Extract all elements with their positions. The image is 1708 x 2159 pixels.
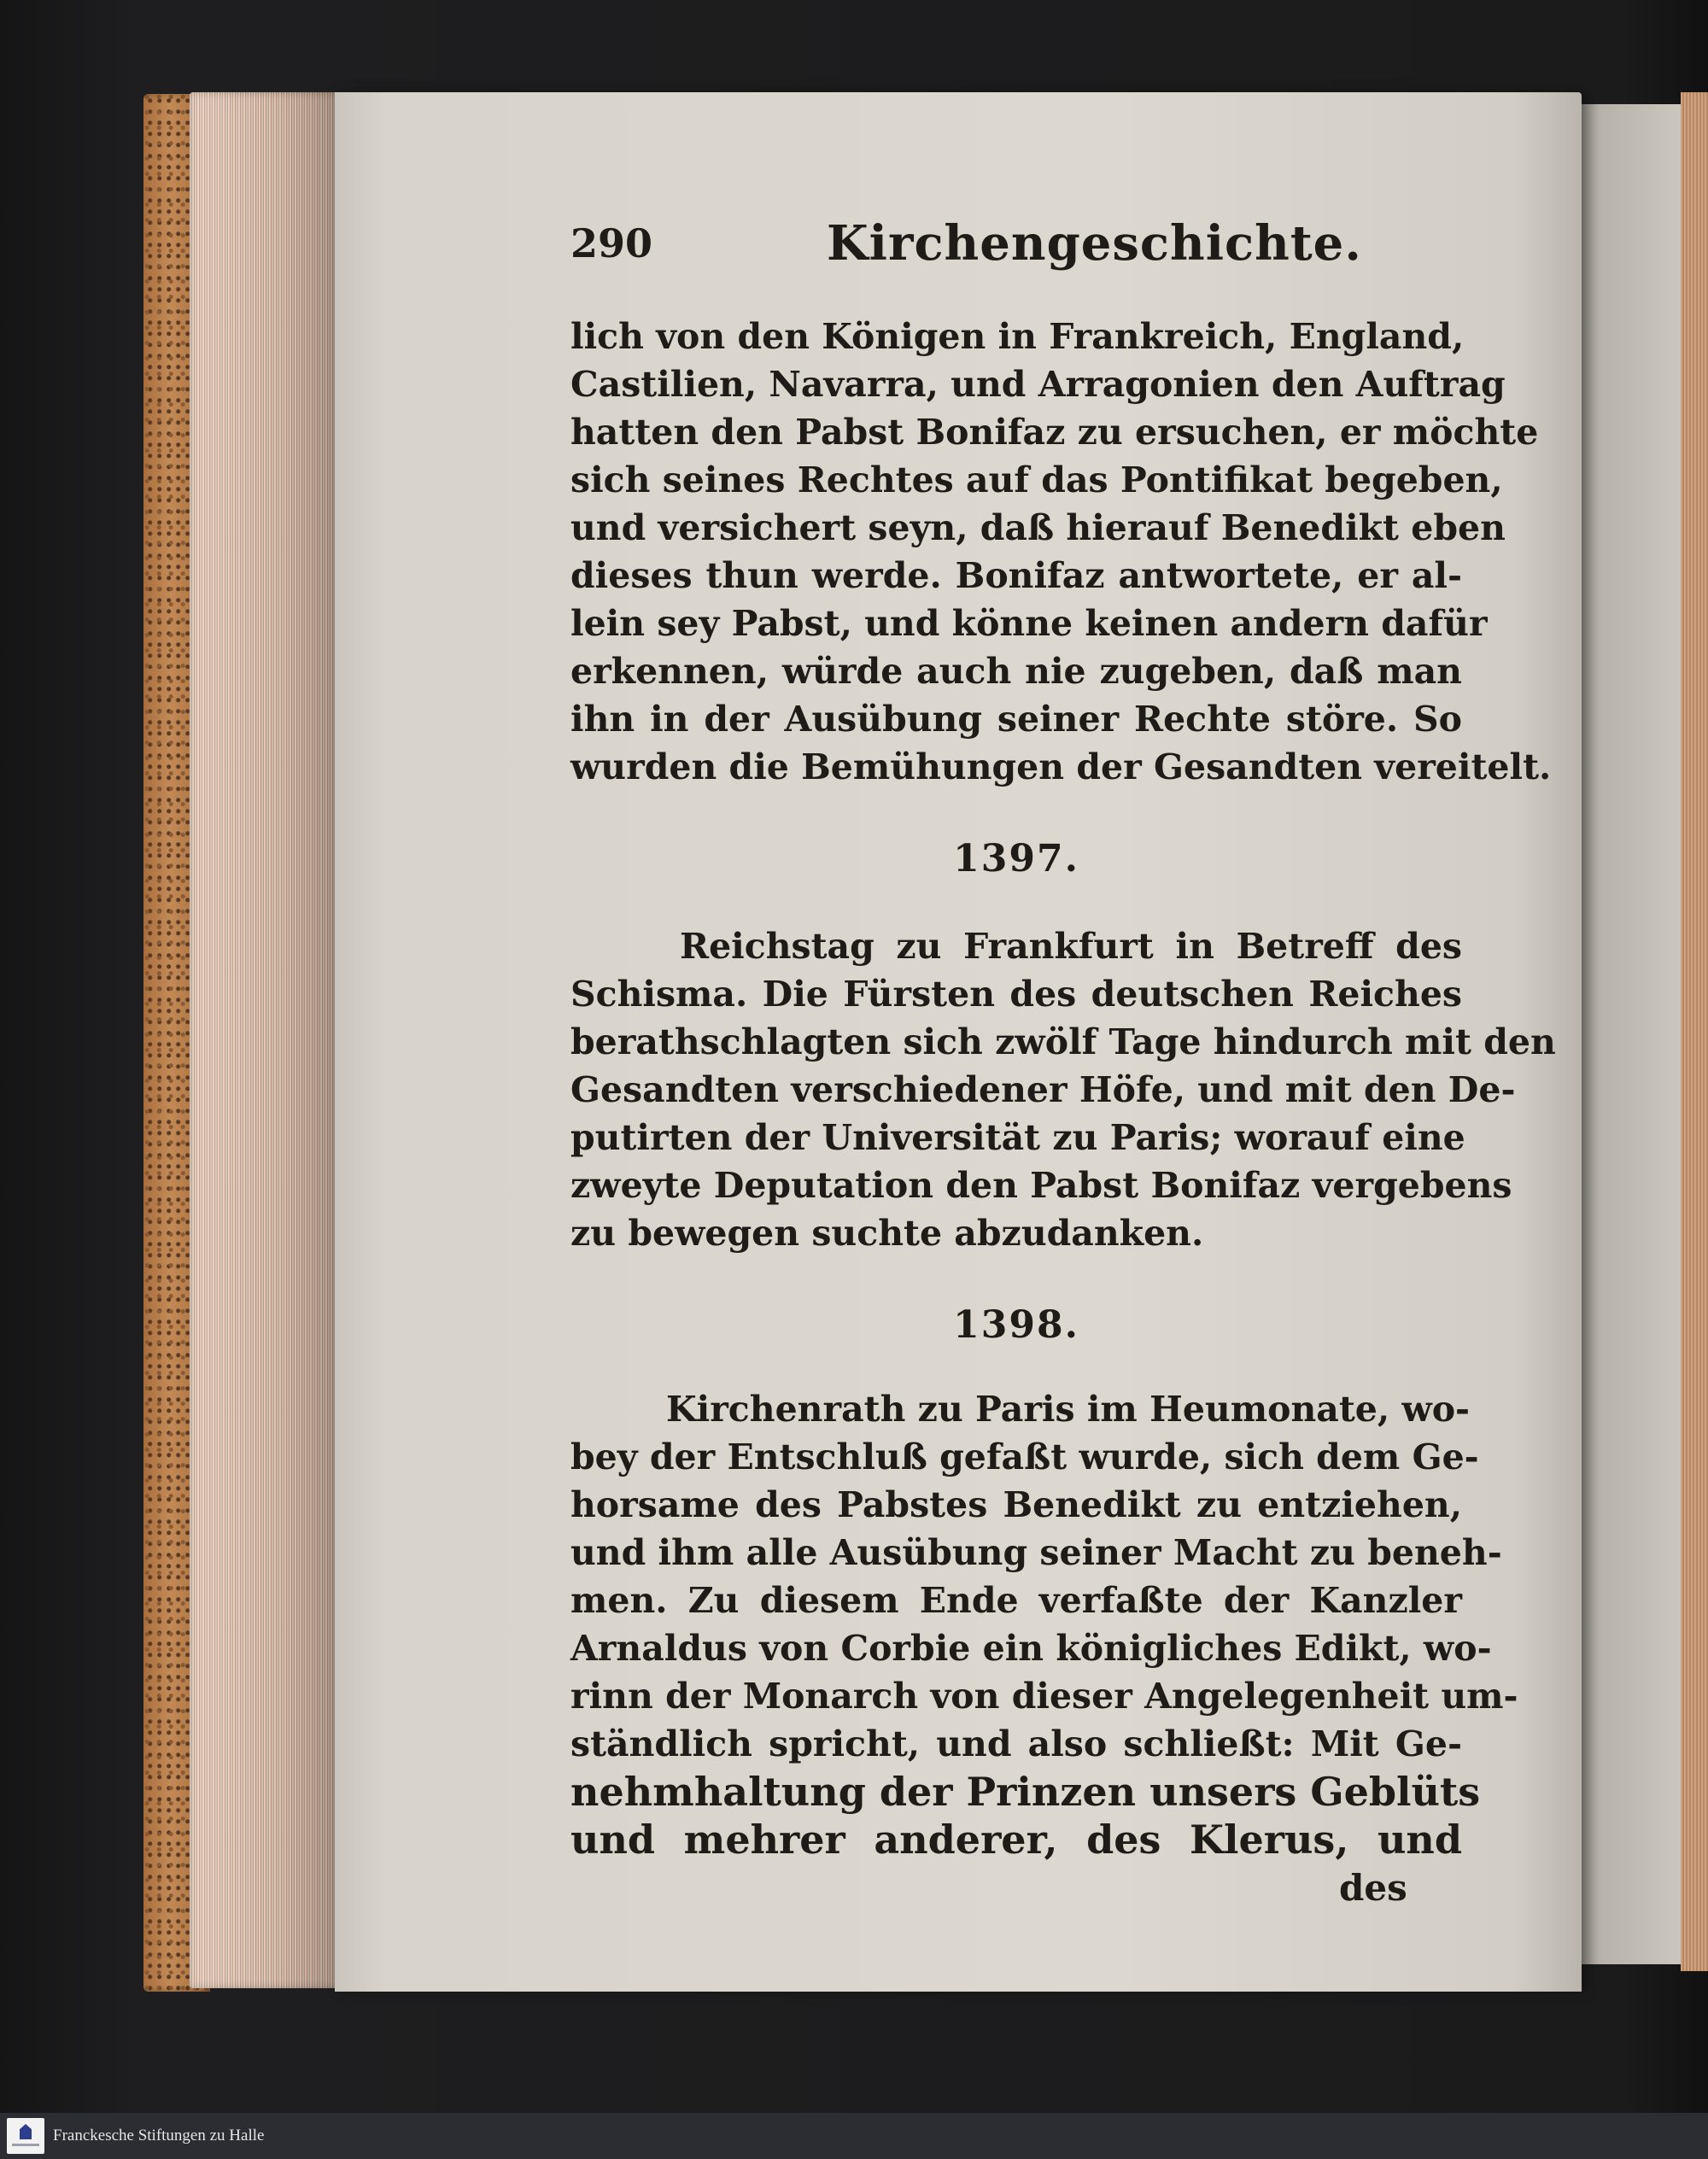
text-line: lein sey Pabst, und könne keinen andern dafür [570,603,1488,644]
text-line: men. Zu diesem Ende verfaßte der Kanzler [570,1580,1462,1621]
text-line: dieses thun werde. Bonifaz antwortete, er al- [570,555,1462,596]
text-line: Schisma. Die Fürsten des deutschen Reiches [570,974,1462,1015]
running-head-title: Kirchengeschichte. [827,215,1362,272]
text-line: Castilien, Navarra, und Arragonien den Auftrag [570,364,1506,405]
text-line: Arnaldus von Corbie ein königliches Edikt, wo- [570,1628,1492,1669]
text-line: und ihm alle Ausübung seiner Macht zu beneh- [570,1532,1502,1573]
footer-institution-name: Franckesche Stiftungen zu Halle [53,2127,265,2144]
paragraph-1 [570,313,1552,791]
text-line: und mehrer anderer, des Klerus, und [570,1817,1462,1863]
text-line: Reichstag zu Frankfurt in Betreff des [680,926,1462,967]
text-line: und versichert seyn, daß hierauf Benedikt eben [570,507,1506,548]
catchword: des [1339,1867,1407,1909]
text-line: hatten den Pabst Bonifaz zu ersuchen, er möchte [570,412,1539,453]
text-line: ihn in der Ausübung seiner Rechte störe. So [570,699,1462,740]
text-line: bey der Entschluß gefaßt wurde, sich dem Ge- [570,1436,1479,1477]
page-edges-shade [190,92,340,1988]
footer-bar [0,2113,1708,2159]
text-line: rinn der Monarch von dieser Angelegenheit um- [570,1676,1518,1717]
text-line: lich von den Königen in Frankreich, England, [570,316,1465,357]
text-line: wurden die Bemühungen der Gesandten vereitelt. [570,746,1552,787]
text-line: ständlich spricht, und also schließt: Mit Ge- [570,1723,1462,1764]
text-line: Kirchenrath zu Paris im Heumonate, wo- [666,1389,1471,1430]
text-line: sich seines Rechtes auf das Pontifikat begeben, [570,459,1503,500]
text-line: putirten der Universität zu Paris; worauf eine [570,1117,1465,1158]
text-line: Gesandten verschiedener Höfe, und mit den De- [570,1069,1516,1110]
paragraph-3 [570,1385,1518,1864]
text-line: nehmhaltung der Prinzen unsers Geblüts [570,1769,1481,1815]
text-line: horsame des Pabstes Benedikt zu entziehen, [570,1484,1462,1525]
facing-page-edge [1681,92,1708,1971]
page-number: 290 [570,220,653,266]
text-line: erkennen, würde auch nie zugeben, daß man [570,651,1462,692]
running-head [570,215,1462,272]
institution-logo-icon [7,2118,44,2154]
text-line: berathschlagten sich zwölf Tage hindurch mit den [570,1021,1556,1062]
text-line: zu bewegen suchte abzudanken. [570,1213,1204,1254]
year-heading: 1398. [953,1303,1079,1347]
paragraph-2 [570,922,1556,1257]
text-line: zweyte Deputation den Pabst Bonifaz vergebens [570,1165,1512,1206]
year-heading: 1397. [953,837,1079,881]
